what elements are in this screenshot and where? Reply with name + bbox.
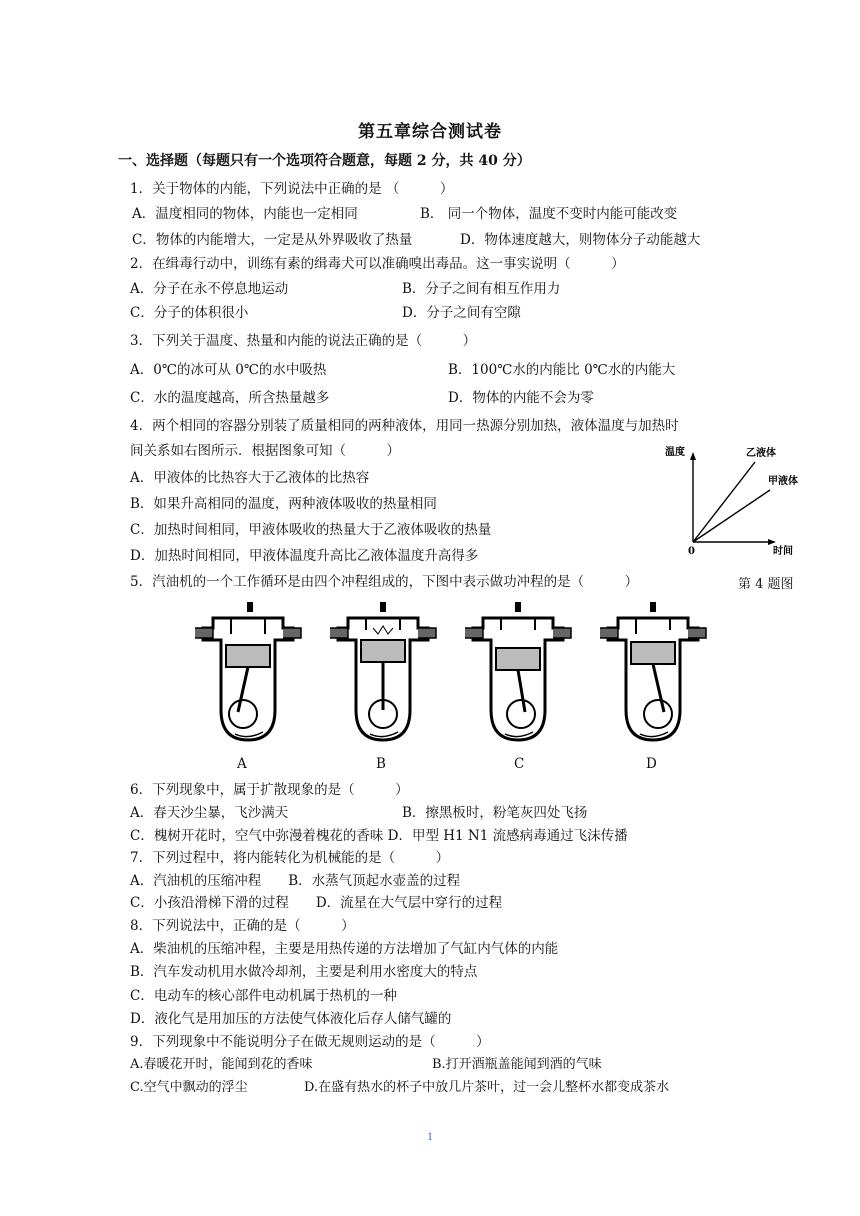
q4-option-c: C．加热时间相同，甲液体吸收的热量大于乙液体吸收的热量 [130,522,492,538]
engine-label-c: C [514,756,525,772]
temperature-time-graph [660,440,810,560]
q1-option-d: D．物体速度越大，则物体分子动能越大 [460,232,701,248]
q1-option-c: C．物体的内能增大，一定是从外界吸收了热量 [132,232,413,248]
q7-stem: 7．下列过程中，将内能转化为机械能的是（ ） [130,850,450,866]
q1-option-a: A．温度相同的物体，内能也一定相同 [132,206,358,222]
q1-option-b: B． 同一个物体，温度不变时内能可能改变 [420,206,678,222]
q5-stem: 5．汽油机的一个工作循环是由四个冲程组成的，下图中表示做功冲程的是（ ） [130,574,639,590]
graph-origin: 0 [688,546,695,557]
q4-option-a: A．甲液体的比热容大于乙液体的比热容 [130,470,370,486]
q2-option-c: C．分子的体积很小 [130,305,249,321]
q8-option-b: B．汽车发动机用水做冷却剂，主要是利用水密度大的特点 [130,964,478,980]
q3-stem: 3．下列关于温度、热量和内能的说法正确的是（ ） [130,333,477,349]
q3-option-b: B．100℃水的内能比 0℃水的内能大 [448,362,676,378]
y-axis-arrow [690,452,696,460]
q2-stem: 2．在缉毒行动中，训练有素的缉毒犬可以准确嗅出毒品。这一事实说明（ ） [130,256,625,272]
line-yi [693,462,755,542]
q2-option-b: B．分子之间有相互作用力 [402,281,561,297]
figure4-caption: 第 4 题图 [738,577,794,592]
q9-option-b: B.打开酒瓶盖能闻到酒的气味 [432,1057,602,1072]
graph-xlabel: 时间 [773,546,793,557]
q9-option-d: D.在盛有热水的杯子中放几片茶叶，过一会儿整杯水都变成茶水 [304,1080,670,1095]
q7-option-ab: A．汽油机的压缩冲程 B．水蒸气顶起水壶盖的过程 [130,873,461,889]
q6-option-cd: C．槐树开花时，空气中弥漫着槐花的香味 D．甲型 H1 N1 流感病毒通过飞沫传播 [130,828,628,844]
q6-stem: 6．下列现象中，属于扩散现象的是（ ） [130,782,409,798]
q4-option-d: D．加热时间相同，甲液体温度升高比乙液体温度升高得多 [130,548,479,564]
q8-option-c: C．电动车的核心部件电动机属于热机的一种 [130,988,397,1004]
q9-option-a: A.春暖花开时，能闻到花的香味 [130,1057,313,1072]
q8-stem: 8．下列说法中，正确的是（ ） [130,918,355,934]
q3-option-d: D．物体的内能不会为零 [448,390,594,406]
section-heading: 一、选择题（每题只有一个选项符合题意，每题 2 分，共 40 分） [118,153,531,169]
q6-option-a: A．春天沙尘暴，飞沙满天 [130,805,289,821]
q9-stem: 9．下列现象中不能说明分子在做无规则运动的是（ ） [130,1034,490,1050]
graph-ylabel: 温度 [665,447,685,458]
page-number: 1 [427,1129,433,1143]
engine-label-a: A [237,756,247,772]
q3-option-a: A．0℃的冰可从 0℃的水中吸热 [130,362,327,378]
engine-diagram-b [328,600,438,750]
q4-stem-line1: 4．两个相同的容器分别装了质量相同的两种液体，用同一热源分别加热，液体温度与加热时 [130,418,679,434]
q6-option-b: B．擦黑板时，粉笔灰四处飞扬 [402,805,588,821]
graph-label-yi: 乙液体 [746,448,776,459]
page-title: 第五章综合测试卷 [358,122,502,142]
engine-label-b: B [376,756,386,772]
q2-option-a: A．分子在永不停息地运动 [130,281,289,297]
q9-option-c: C.空气中飘动的浮尘 [130,1080,248,1095]
engine-diagram-c [463,600,573,750]
q4-option-b: B．如果升高相同的温度，两种液体吸收的热量相同 [130,496,437,512]
engine-diagram-a [193,600,303,750]
q8-option-d: D．液化气是用加压的方法使气体液化后存人储气罐的 [130,1011,452,1027]
q1-stem: 1．关于物体的内能，下列说法中正确的是 （ ） [130,181,454,197]
engine-label-d: D [646,756,657,772]
q4-stem-line2: 间关系如右图所示．根据图象可知（ ） [130,443,400,459]
x-axis-arrow [768,539,776,545]
line-jia [693,490,770,542]
engine-diagram-d [598,600,708,750]
graph-label-jia: 甲液体 [768,476,798,487]
q3-option-c: C．水的温度越高，所含热量越多 [130,390,330,406]
q2-option-d: D．分子之间有空隙 [402,305,521,321]
q7-option-cd: C．小孩沿滑梯下滑的过程 D．流星在大气层中穿行的过程 [130,895,503,911]
q8-option-a: A．柴油机的压缩冲程，主要是用热传递的方法增加了气缸内气体的内能 [130,941,559,957]
